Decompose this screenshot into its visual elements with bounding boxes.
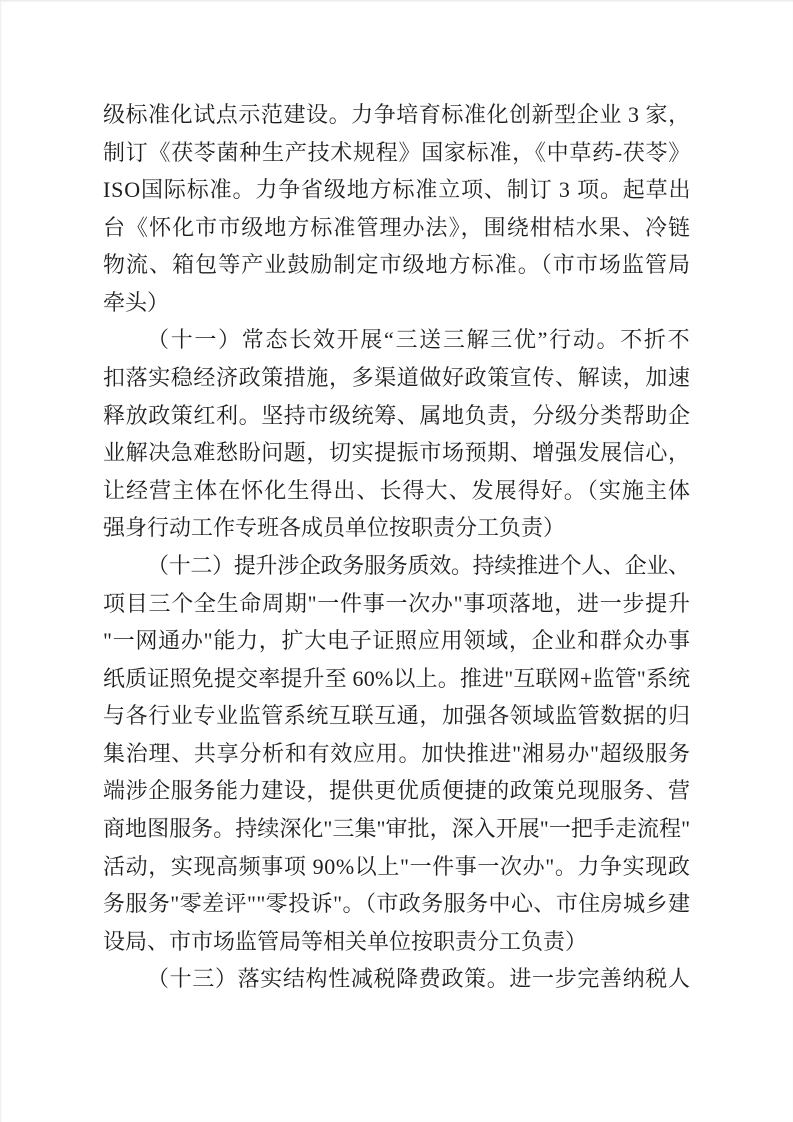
- text-line: [103, 660, 690, 698]
- text-line: [103, 509, 690, 547]
- text-line: [103, 585, 690, 623]
- text-line: [103, 134, 690, 172]
- text-line-content: 端涉企服务能力建设，提供更优质便捷的政策兑现服务、营: [103, 778, 691, 804]
- text-line-content: 级标准化试点示范建设。力争培育标准化创新型企业 3 家，: [103, 102, 691, 127]
- text-line-content: 物流、箱包等产业鼓励制定市级地方标准。（市市场监管局: [103, 252, 692, 278]
- text-line: [103, 885, 690, 923]
- text-line: [103, 547, 690, 585]
- text-line-content: 与各行业专业监管系统互联互通，加强各领域监管数据的归: [103, 703, 691, 729]
- text-line-content: （十二）提升涉企政务服务质效。持续推进个人、企业、: [147, 552, 690, 578]
- text-line-content: 务服务"零差评""零投诉"。（市政务服务中心、市住房城乡建: [103, 891, 691, 917]
- text-line-content: 集治理、共享分析和有效应用。加快推进"湘易办"超级服务: [103, 740, 691, 766]
- text-line-content: 纸质证照免提交率提升至 60%以上。推进"互联网+监管"系统: [103, 665, 691, 691]
- text-line: [103, 359, 690, 397]
- text-line: [103, 810, 690, 848]
- text-line: [103, 735, 690, 773]
- text-line: [103, 209, 690, 247]
- text-line-content: 项目三个全生命周期"一件事一次办"事项落地，进一步提升: [103, 590, 691, 616]
- text-line-content: （十一）常态长效开展“三送三解三优”行动。不折不: [147, 327, 692, 353]
- text-line: [103, 96, 690, 134]
- text-line: [103, 697, 690, 735]
- text-line: [103, 960, 690, 998]
- text-line: [103, 772, 690, 810]
- text-line: [103, 848, 690, 886]
- text-line-content: 台《怀化市市级地方标准管理办法》，围绕柑桔水果、冷链: [103, 214, 692, 240]
- text-line: [103, 284, 690, 322]
- text-line-content: 牵头）: [103, 289, 170, 315]
- text-line: [103, 171, 690, 209]
- text-line-content: 释放政策红利。坚持市级统筹、属地负责，分级分类帮助企: [103, 402, 691, 428]
- text-line-content: 业解决急难愁盼问题，切实提振市场预期、增强发展信心，: [103, 440, 691, 466]
- text-line-content: 强身行动工作专班各成员单位按职责分工负责）: [103, 515, 566, 541]
- text-line-content: 设局、市市场监管局等相关单位按职责分工负责）: [103, 928, 588, 954]
- text-line: [103, 397, 690, 435]
- text-line-content: 活动，实现高频事项 90%以上"一件事一次办"。力争实现政: [103, 853, 691, 879]
- text-line: [103, 321, 690, 359]
- text-line: [103, 622, 690, 660]
- text-line: [103, 472, 690, 510]
- text-line: [103, 246, 690, 284]
- text-line-content: 制订《茯苓菌种生产技术规程》国家标准，《中草药-茯苓》: [103, 139, 692, 165]
- text-line: [103, 923, 690, 961]
- text-line-content: ISO国际标准。力争省级地方标准立项、制订 3 项。起草出: [103, 177, 692, 203]
- text-line: [103, 434, 690, 472]
- text-line-content: （十三）落实结构性减税降费政策。进一步完善纳税人: [147, 966, 691, 992]
- text-line-content: 扣落实稳经济政策措施，多渠道做好政策宣传、解读，加速: [103, 365, 691, 391]
- text-line-content: 商地图服务。持续深化"三集"审批，深入开展"一把手走流程": [103, 815, 691, 841]
- text-line-content: 让经营主体在怀化生得出、长得大、发展得好。（实施主体: [103, 477, 692, 503]
- text-line-content: "一网通办"能力，扩大电子证照应用领域，企业和群众办事: [103, 628, 691, 654]
- document-body: [103, 96, 690, 998]
